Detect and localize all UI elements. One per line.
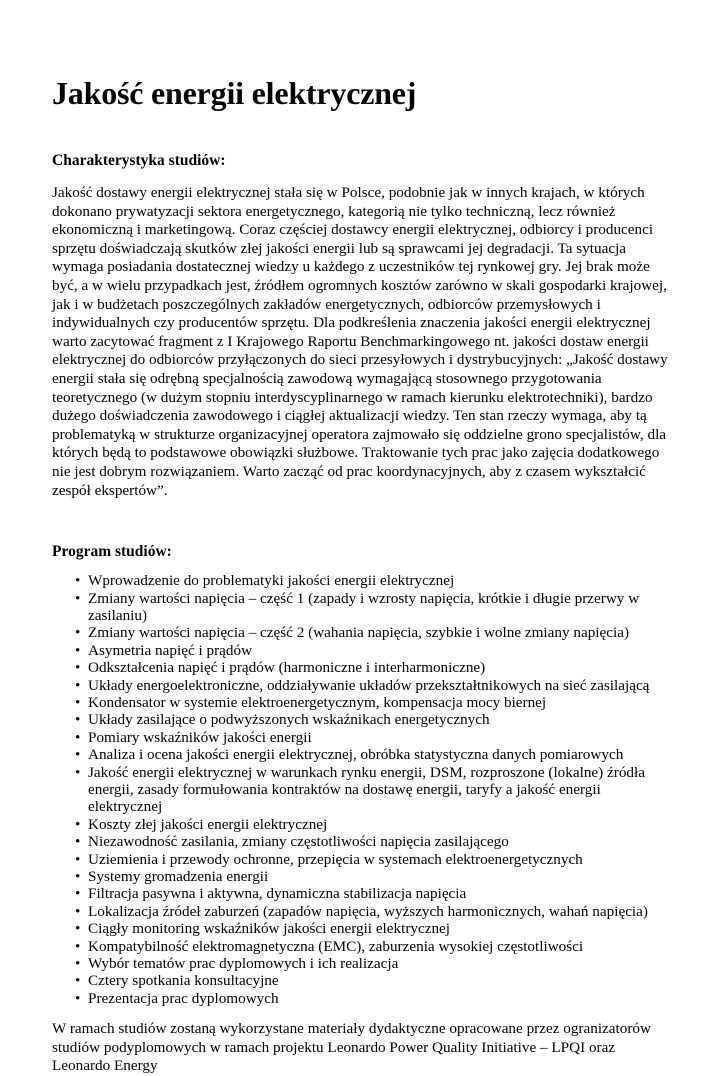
- list-item: • Asymetria napięć i prądów: [88, 642, 673, 659]
- list-item: • Cztery spotkania konsultacyjne: [88, 972, 673, 989]
- list-item: • Prezentacja prac dyplomowych: [88, 990, 673, 1007]
- characteristics-paragraph: Jakość dostawy energii elektrycznej stała się w Polsce, podobnie jak w innych krajach, w których dokonano prywatyzacji sektora energetycznego, kategorią nie tylko techniczną, lecz również ekonomiczną i marketingową. Coraz częściej dostawcy energii elektrycznej, odbiorcy i producenci sprzętu doświadczają skutków złej jakości energii lub są sprawcami jej degradacji. Ta sytuacja wymaga posiadania dostatecznej wiedzy u każdego z uczestników tej rynkowej gry. Jej brak może być, a w wielu przypadkach jest, źródłem ogromnych kosztów zarówno w skali gospodarki krajowej, jak i w budżetach poszczególnych zakładów energetycznych, odbiorców przemysłowych i indywidualnych czy producentów sprzętu. Dla podkreślenia znaczenia jakości energii elektrycznej warto zacytować fragment z I Krajowego Raportu Benchmarkingowego nt. jakości dostaw energii elektrycznej do odbiorców przyłączonych do sieci przesyłowych i dystrybucyjnych: „Jakość dostawy energii stała się odrębną specjalnością zawodową wymagającą stosownego przygotowania teoretycznego (w dużym stopniu interdyscyplinarnego w ramach kierunku elektrotechniki), bardzo dużego doświadczenia zawodowego i ciągłej aktualizacji wiedzy. Ten stan rzeczy wymaga, aby tą problematyką w strukturze organizacyjnej operatora zajmowało się oddzielne grono specjalistów, dla których będą to podstawowe obowiązki służbowe. Traktowanie tych prac jako zajęcia dodatkowego nie jest dobrym rozwiązaniem. Warto zacząć od prac koordynacyjnych, aby z czasem wykształcić zespół ekspertów”.: [52, 184, 668, 499]
- list-item: • Odkształcenia napięć i prądów (harmoniczne i interharmoniczne): [88, 659, 673, 676]
- list-item: • Koszty złej jakości energii elektrycznej: [88, 816, 673, 833]
- characteristics-heading: Charakterystyka studiów:: [52, 152, 226, 169]
- list-item: • Systemy gromadzenia energii: [88, 868, 673, 885]
- list-item: • Analiza i ocena jakości energii elektrycznej, obróbka statystyczna danych pomiarowych: [88, 746, 673, 763]
- program-heading: Program studiów:: [52, 543, 172, 561]
- list-item: • Lokalizacja źródeł zaburzeń (zapadów napięcia, wyższych harmonicznych, wahań napięcia): [88, 903, 673, 920]
- page-title: Jakość energii elektrycznej: [52, 75, 417, 111]
- list-item: • Układy energoelektroniczne, oddziaływanie układów przekształtnikowych na sieć zasilającą: [88, 677, 673, 694]
- list-item: • Jakość energii elektrycznej w warunkach rynku energii, DSM, rozproszone (lokalne) źródła energii, zasady formułowania kontraktów na dostawę energii, taryfy a jakość energii elektrycznej: [88, 764, 673, 816]
- list-item: • Wprowadzenie do problematyki jakości energii elektrycznej: [88, 572, 673, 589]
- list-item: • Zmiany wartości napięcia – część 1 (zapady i wzrosty napięcia, krótkie i długie przerwy w zasilaniu): [88, 590, 673, 625]
- list-item: • Ciągły monitoring wskaźników jakości energii elektrycznej: [88, 920, 673, 937]
- list-item: • Zmiany wartości napięcia – część 2 (wahania napięcia, szybkie i wolne zmiany napięcia): [88, 624, 673, 641]
- program-list: [52, 572, 673, 1007]
- list-item: • Kompatybilność elektromagnetyczna (EMC), zaburzenia wysokiej częstotliwości: [88, 938, 673, 955]
- list-item: • Pomiary wskaźników jakości energii: [88, 729, 673, 746]
- list-item: • Niezawodność zasilania, zmiany częstotliwości napięcia zasilającego: [88, 833, 673, 850]
- list-item: • Filtracja pasywna i aktywna, dynamiczna stabilizacja napięcia: [88, 885, 673, 902]
- list-item: • Wybór tematów prac dyplomowych i ich realizacja: [88, 955, 673, 972]
- list-item: • Kondensator w systemie elektroenergetycznym, kompensacja mocy biernej: [88, 694, 673, 711]
- list-item: • Uziemienia i przewody ochronne, przepięcia w systemach elektroenergetycznych: [88, 851, 673, 868]
- closing-paragraph: W ramach studiów zostaną wykorzystane materiały dydaktyczne opracowane przez ogranizatorów studiów podyplomowych w ramach projektu Leonardo Power Quality Initiative – LPQI oraz Leonardo Energy: [52, 1020, 651, 1075]
- list-item: • Układy zasilające o podwyższonych wskaźnikach energetycznych: [88, 711, 673, 728]
